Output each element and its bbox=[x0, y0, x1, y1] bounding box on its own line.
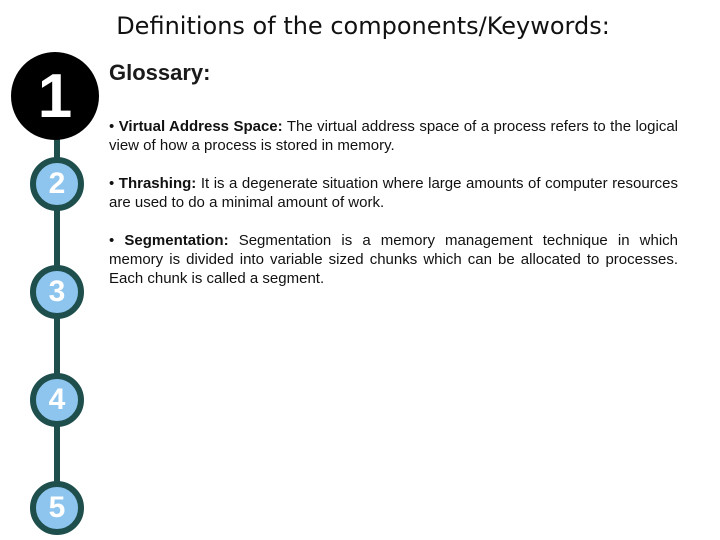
glossary-section bbox=[109, 60, 678, 307]
step-3-marker: 3 bbox=[30, 265, 84, 319]
step-5-marker: 5 bbox=[30, 481, 84, 535]
glossary-heading: Glossary: bbox=[109, 60, 211, 85]
glossary-item-virtual-address-space bbox=[109, 117, 678, 155]
step-4-marker: 4 bbox=[30, 373, 84, 427]
page-title: Definitions of the components/Keywords: bbox=[116, 12, 610, 40]
step-1-active-marker: 1 bbox=[11, 52, 99, 140]
glossary-term: Virtual Address Space: bbox=[118, 118, 283, 135]
glossary-item-thrashing bbox=[109, 174, 678, 212]
glossary-item-segmentation bbox=[109, 231, 678, 288]
glossary-definition: Segmentation is a memory management technique in which memory is divided into variable sized chunks which can be allocated to processes. Each chunk is called a segment. bbox=[109, 232, 679, 287]
glossary-definition: The virtual address space of a process refers to the logical view of how a process is stored in memory. bbox=[109, 118, 678, 154]
glossary-definition: It is a degenerate situation where large amounts of computer resources are used to do a minimal amount of work. bbox=[109, 175, 679, 211]
step-2-marker: 2 bbox=[30, 157, 84, 211]
bullet: • bbox=[109, 118, 115, 135]
glossary-term: Segmentation: bbox=[124, 232, 229, 249]
glossary-list bbox=[109, 117, 678, 288]
glossary-term: Thrashing: bbox=[118, 175, 197, 192]
bullet: • bbox=[109, 175, 115, 192]
step-timeline bbox=[0, 0, 110, 540]
bullet: • bbox=[109, 232, 115, 249]
